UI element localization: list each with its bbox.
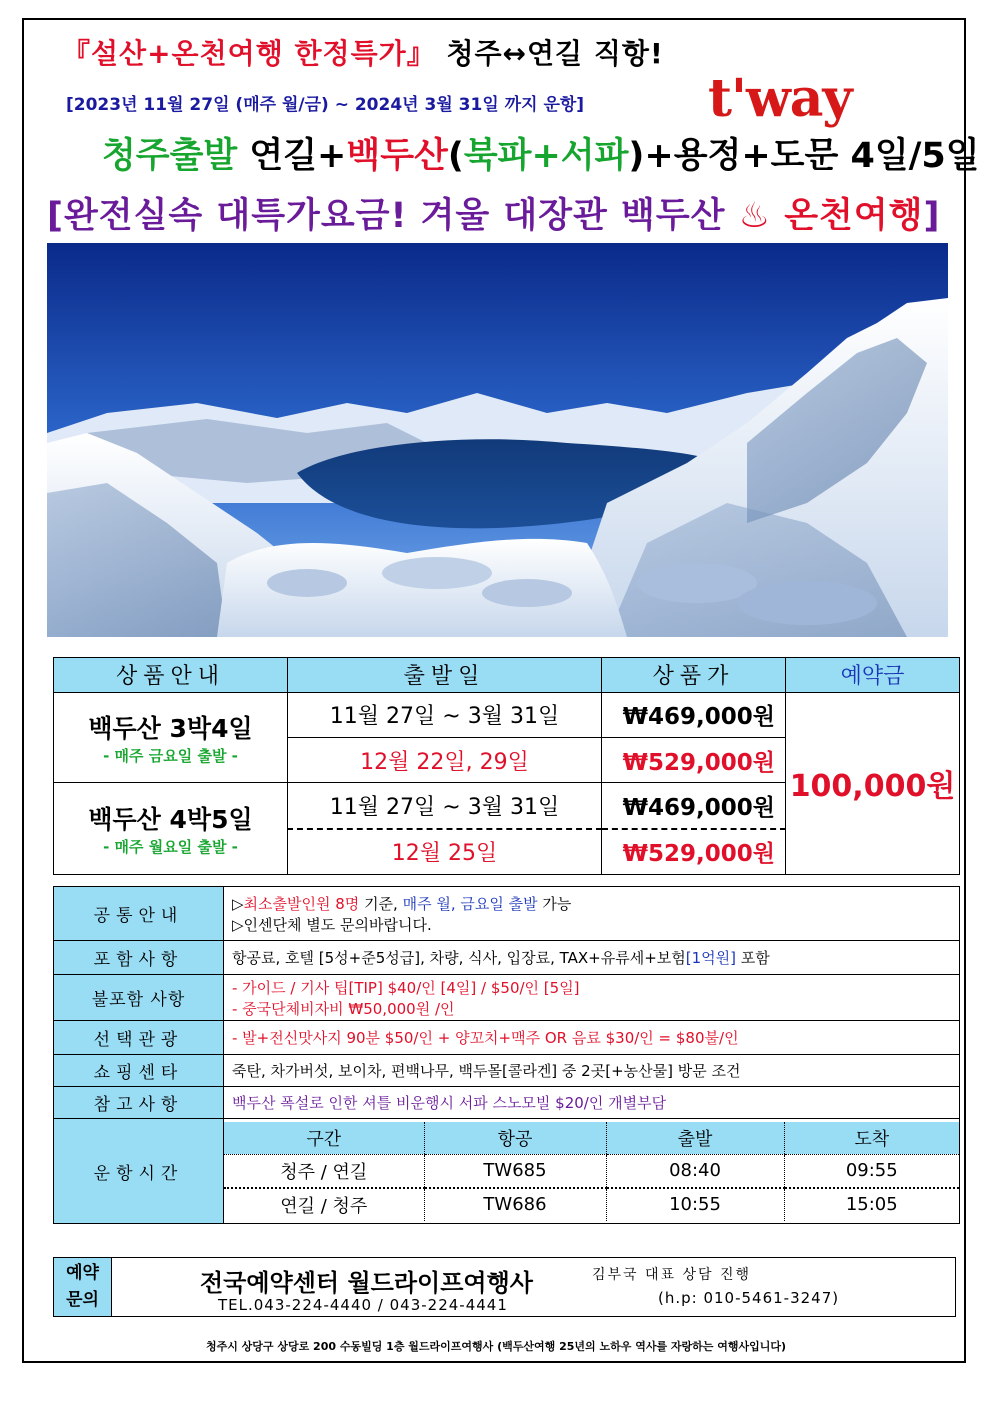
flight-number: TW685	[424, 1154, 606, 1188]
info-value: 죽탄, 차가버섯, 보이차, 편백나무, 백두몰[콜라겐] 중 2곳[+농산물] 방문 조건	[224, 1055, 960, 1087]
flight-number: TW686	[424, 1188, 606, 1221]
price-table-header	[54, 658, 960, 693]
flight-row	[224, 1154, 959, 1188]
departure-date: 11월 27일 ~ 3월 31일	[288, 692, 602, 737]
departure-date: 12월 25일	[288, 829, 602, 875]
representative: 김부국 대표 상담 진행	[592, 1267, 752, 1283]
info-row-exclude	[54, 975, 960, 1021]
deposit-value: 100,000원	[786, 692, 960, 874]
price-table	[53, 657, 960, 875]
info-row-shopping	[54, 1055, 960, 1087]
header-deposit: 예약금	[786, 658, 960, 693]
info-label: 참고사항	[54, 1087, 224, 1119]
baekdu-mountain-photo	[47, 243, 948, 637]
flight-schedule	[224, 1119, 960, 1224]
flight-header: 구간	[224, 1122, 424, 1155]
info-row-flight	[54, 1119, 960, 1224]
info-label: 공통안내	[54, 887, 224, 941]
info-value: 백두산 폭설로 인한 셔틀 비운행시 서파 스노모빌 $20/인 개별부담	[224, 1087, 960, 1119]
mobile-phone[interactable]: (h.p: 010-5461-3247)	[658, 1289, 840, 1307]
price-value: ₩469,000원	[602, 783, 786, 829]
flight-header: 도착	[784, 1122, 959, 1155]
info-label: 포함사항	[54, 941, 224, 975]
flight-row	[224, 1188, 959, 1221]
info-value: ▷최소출발인원 8명 기준, 매주 월, 금요일 출발 가능 ▷인센단체 별도 문의바랍니다.	[224, 887, 960, 941]
footer-address: 청주시 상당구 상당로 200 수동빌딩 1층 월드라이프여행사 (백두산여행 25년의 노하우 역사를 자랑하는 여행사입니다)	[205, 1340, 787, 1353]
price-value: ₩529,000원	[602, 829, 786, 875]
hot-spring-icon: ♨	[738, 196, 772, 236]
info-label: 선택관광	[54, 1021, 224, 1055]
tour-subtitle: [완전실속 대특가요금! 겨울 대장관 백두산 ♨ 온천여행]	[47, 196, 941, 236]
flight-header-row	[224, 1122, 959, 1155]
departure-date: 12월 22일, 29일	[288, 737, 602, 782]
flight-header: 출발	[606, 1122, 784, 1155]
price-value: ₩529,000원	[602, 737, 786, 782]
flight-route: 청주 / 연길	[280, 1161, 368, 1183]
flight-arrival: 15:05	[784, 1188, 959, 1221]
flight-route: 연길 / 청주	[224, 1188, 424, 1221]
header-price: 상품가	[602, 658, 786, 693]
product-note: - 매주 금요일 출발 -	[103, 746, 238, 765]
price-value: ₩469,000원	[602, 692, 786, 737]
info-label: 운항시간	[54, 1119, 224, 1224]
product-name: 백두산 3박4일	[88, 713, 253, 743]
contact-box	[53, 1257, 956, 1317]
table-row	[54, 692, 960, 737]
agency-phone[interactable]: TEL.043-224-4440 / 043-224-4441	[218, 1296, 508, 1314]
info-label: 쇼핑센타	[54, 1055, 224, 1087]
product-name: 백두산 4박5일	[88, 805, 253, 835]
info-label: 불포함 사항	[54, 975, 224, 1021]
flight-arrival: 09:55	[784, 1154, 959, 1188]
info-row-note	[54, 1087, 960, 1119]
agency-name: 전국예약센터 월드라이프여행사	[200, 1269, 533, 1297]
header-product: 상품안내	[54, 658, 288, 693]
info-value: 항공료, 호텔 [5성+준5성급], 차량, 식사, 입장료, TAX+유류세+보험[1억원] 포함	[224, 941, 960, 975]
tour-title: 청주출발 연길+백두산(북파+서파)+용정+도문 4일/5일	[102, 136, 980, 176]
flight-departure: 08:40	[606, 1154, 784, 1188]
operation-period: [2023년 11월 27일 (매주 월/금) ~ 2024년 3월 31일 까지 운항]	[66, 95, 585, 115]
flight-departure: 10:55	[606, 1188, 784, 1221]
product-note: - 매주 월요일 출발 -	[103, 838, 238, 857]
product-cell	[54, 783, 288, 875]
info-value: - 가이드 / 기사 팁[TIP] $40/인 [4일] / $50/인 [5일] - 중국단체비자비 ₩50,000원 /인	[224, 975, 960, 1021]
flight-header: 항공	[424, 1122, 606, 1155]
info-row-include	[54, 941, 960, 975]
info-row-common	[54, 887, 960, 941]
header-departure: 출발일	[288, 658, 602, 693]
product-cell	[54, 692, 288, 783]
departure-date: 11월 27일 ~ 3월 31일	[288, 783, 602, 829]
info-value: - 발+전신맛사지 90분 $50/인 + 양꼬치+맥주 OR 음료 $30/인 = $80불/인	[224, 1021, 960, 1055]
contact-label: 예약 문의	[54, 1258, 112, 1316]
info-row-option	[54, 1021, 960, 1055]
flight-table	[224, 1122, 959, 1221]
tway-logo: t'way	[708, 68, 852, 129]
info-table	[53, 886, 960, 1224]
headline-promo: 『설산+온천여행 한정특가』 청주↔연길 직항!	[62, 37, 664, 70]
